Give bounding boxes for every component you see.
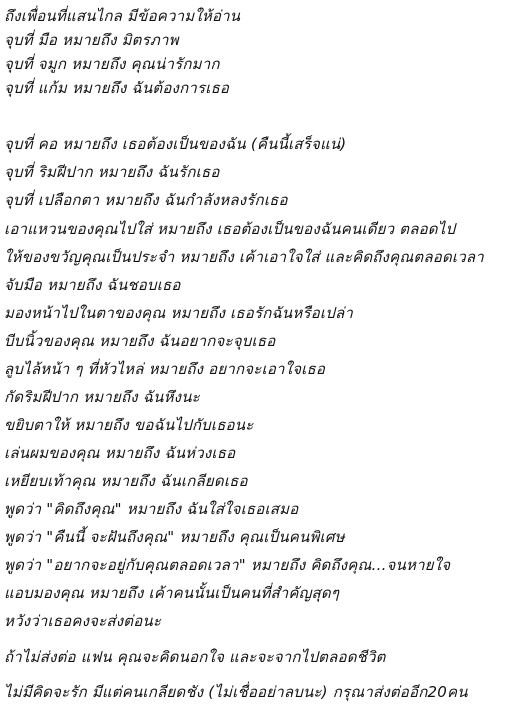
poem-line: ถ้าไม่ส่งต่อ แฟน คุณจะคิดนอกใจ และจะจากไปตลอดชีวิต — [4, 648, 386, 666]
poem-line: จุบที่ จมูก หมายถึง คุณน่ารักมาก — [4, 55, 220, 73]
poem-line: ลูบไล้หน้า ๆ ที่หัวไหล่ หมายถึง อยากจะเอาใจเธอ — [4, 360, 326, 378]
poem-line: ถึงเพื่อนที่แสนไกล มีข้อความให้อ่าน — [4, 7, 241, 25]
poem-line: เอาแหวนของคุณไปใส่ หมายถึง เธอต้องเป็นของฉันคนเดียว ตลอดไป — [4, 220, 456, 238]
poem-line: แอบมองคุณ หมายถึง เค้าคนนั้นเป็นคนที่สำคัญสุดๆ — [4, 584, 340, 602]
poem-line: จุบที่ คอ หมายถึง เธอต้องเป็นของฉัน (คืนนี้เสร็จแน่) — [4, 135, 347, 153]
poem-line: พูดว่า "คิดถึงคุณ" หมายถึง ฉันใส่ใจเธอเสมอ — [4, 500, 299, 518]
poem-line: พูดว่า "อยากจะอยู่กับคุณตลอดเวลา" หมายถึง คิดถึงคุณ...จนหายใจ — [4, 556, 451, 574]
poem-line: มองหน้าไปในตาของคุณ หมายถึง เธอรักฉันหรือเปล่า — [4, 304, 353, 322]
poem-line: เล่นผมของคุณ หมายถึง ฉันห่วงเธอ — [4, 444, 236, 462]
poem-line: จุบที่ ริมฝีปาก หมายถึง ฉันรักเธอ — [4, 163, 220, 181]
poem-line: ให้ของขวัญคุณเป็นประจำ หมายถึง เค้าเอาใจใส่ และคิดถึงคุณตลอดเวลา — [4, 248, 484, 266]
poem-line: จุบที่ แก้ม หมายถึง ฉันต้องการเธอ — [4, 79, 230, 97]
poem-line: จับมือ หมายถึง ฉันชอบเธอ — [4, 276, 181, 294]
poem-line: ไม่มีคิดจะรัก มีแต่คนเกลียดชัง (ไม่เชื่ออย่าลบนะ) กรุณาส่งต่ออีก20คน — [4, 683, 468, 701]
poem-line: จุบที่ เปลือกตา หมายถึง ฉันกำลังหลงรักเธอ — [4, 191, 288, 209]
poem-line: พูดว่า "คืนนี้ จะฝันถึงคุณ" หมายถึง คุณเป็นคนพิเศษ — [4, 528, 345, 546]
poem-line: บีบนิ้วของคุณ หมายถึง ฉันอยากจะจุบเธอ — [4, 332, 276, 350]
poem-line: หวังว่าเธอคงจะส่งต่อนะ — [4, 612, 162, 630]
poem-line: ขยิบตาให้ หมายถึง ขอฉันไปกับเธอนะ — [4, 416, 254, 434]
poem-line: จุบที่ มือ หมายถึง มิตรภาพ — [4, 31, 179, 49]
poem-line: กัดริมฝีปาก หมายถึง ฉันหึงนะ — [4, 388, 200, 406]
poem-line: เหยียบเท้าคุณ หมายถึง ฉันเกลียดเธอ — [4, 472, 248, 490]
